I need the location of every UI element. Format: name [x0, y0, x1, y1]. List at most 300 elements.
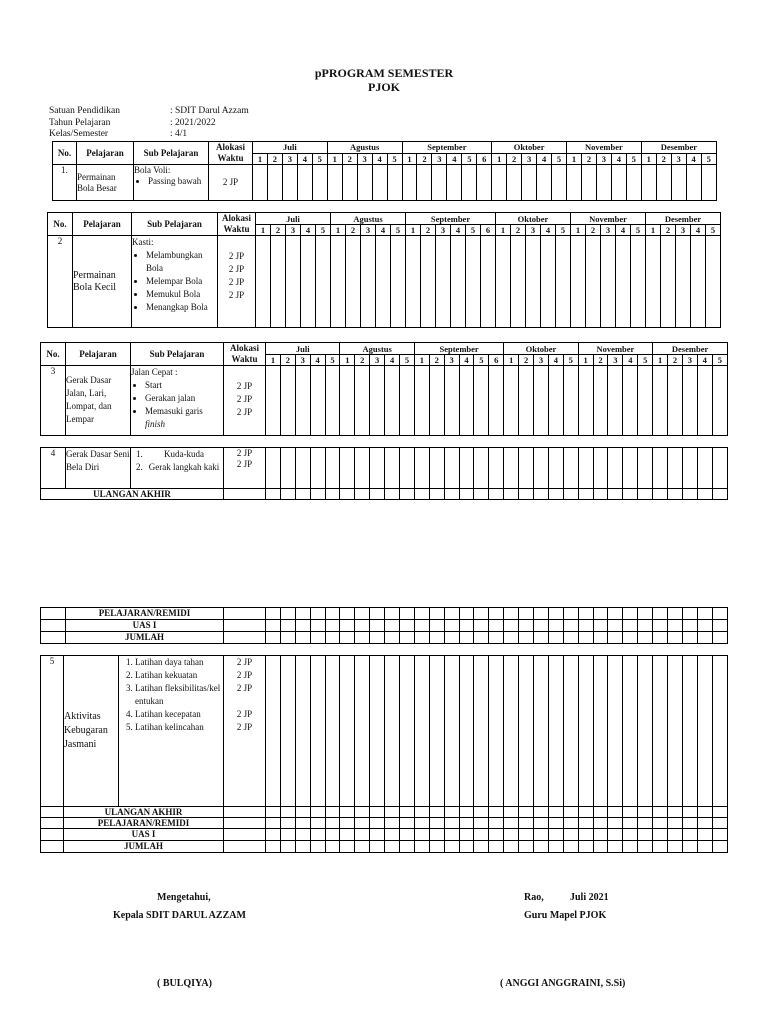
header-sub-pelajaran: Sub Pelajaran [132, 213, 218, 236]
week-number: 6 [489, 355, 504, 366]
week-cell [638, 489, 653, 500]
week-cell [370, 448, 385, 489]
week-cell [376, 236, 391, 328]
week-cell [548, 818, 563, 829]
week-cell [489, 818, 504, 829]
month-oktober: Oktober [504, 343, 578, 355]
week-cell [697, 807, 712, 818]
week-cell [668, 632, 683, 644]
week-number: 2 [421, 225, 436, 236]
week-cell [459, 620, 474, 632]
week-cell [668, 829, 683, 841]
week-cell [355, 448, 370, 489]
week-cell [638, 818, 653, 829]
week-cell [385, 829, 400, 841]
week-cell [504, 841, 519, 853]
week-cell [504, 608, 519, 620]
week-cell [504, 366, 519, 436]
week-cell [340, 608, 355, 620]
week-cell [504, 620, 519, 632]
week-cell [271, 236, 286, 328]
row-no: 5 [41, 656, 64, 807]
week-cell [385, 807, 400, 818]
week-cell [370, 620, 385, 632]
header-no: No. [53, 142, 77, 165]
week-number: 1 [266, 355, 281, 366]
week-cell [325, 448, 340, 489]
row-sub-pelajaran: 1. Latihan daya tahan 2. Latihan kekuatan 3. Latihan fleksibilitas/kelentukan 4. Latihan kecepatan 5. Latihan kelincahan [119, 656, 224, 807]
row-no: 4 [41, 448, 66, 489]
week-number: 3 [601, 225, 616, 236]
week-cell [370, 632, 385, 644]
week-cell [623, 366, 638, 436]
sig-right-date: Juli 2021 [570, 892, 609, 903]
week-cell [295, 818, 310, 829]
week-cell [578, 818, 593, 829]
week-cell [400, 489, 415, 500]
week-cell [340, 829, 355, 841]
week-cell [355, 620, 370, 632]
week-cell [266, 620, 281, 632]
week-cell [563, 366, 578, 436]
week-cell [519, 489, 534, 500]
jumlah-label: JUMLAH [66, 632, 224, 644]
week-cell [295, 620, 310, 632]
week-cell [489, 632, 504, 644]
header-pelajaran: Pelajaran [73, 213, 132, 236]
header-sub-pelajaran: Sub Pelajaran [131, 343, 224, 366]
week-cell [671, 165, 686, 201]
week-cell [436, 236, 451, 328]
week-cell [400, 656, 415, 807]
week-number: 3 [436, 225, 451, 236]
week-cell [346, 236, 361, 328]
week-number: 4 [297, 153, 312, 165]
week-cell [548, 807, 563, 818]
week-cell [400, 818, 415, 829]
week-cell [608, 448, 623, 489]
week-cell [646, 236, 661, 328]
week-cell [459, 632, 474, 644]
week-cell [668, 366, 683, 436]
week-cell [548, 632, 563, 644]
week-cell [522, 165, 537, 201]
week-cell [474, 829, 489, 841]
week-cell [556, 236, 571, 328]
week-cell [623, 620, 638, 632]
week-cell [280, 807, 295, 818]
week-cell [578, 656, 593, 807]
week-cell [534, 366, 549, 436]
week-cell [489, 448, 504, 489]
week-cell [608, 818, 623, 829]
week-cell [340, 818, 355, 829]
week-cell [712, 818, 727, 829]
week-cell [712, 656, 727, 807]
week-cell [325, 632, 340, 644]
week-cell [668, 807, 683, 818]
week-cell [256, 236, 271, 328]
week-cell [385, 818, 400, 829]
week-number: 4 [372, 153, 387, 165]
week-cell [611, 165, 626, 201]
week-cell [507, 165, 522, 201]
sig-right-place: Rao, [524, 892, 544, 903]
week-cell [712, 620, 727, 632]
week-cell [355, 656, 370, 807]
week-cell [697, 818, 712, 829]
ulangan-akhir-label: ULANGAN AKHIR [41, 489, 224, 500]
week-cell [444, 818, 459, 829]
week-cell [682, 818, 697, 829]
sig-left-name: ( BULQIYA) [157, 978, 212, 989]
week-number: 4 [686, 153, 701, 165]
week-cell [578, 608, 593, 620]
week-cell [623, 448, 638, 489]
row-alokasi: 2 JP 2 JP [224, 448, 266, 489]
week-cell [310, 608, 325, 620]
week-cell [623, 818, 638, 829]
week-number: 3 [357, 153, 372, 165]
week-cell [301, 236, 316, 328]
week-cell [355, 829, 370, 841]
week-cell [712, 608, 727, 620]
week-cell [474, 632, 489, 644]
week-cell [563, 632, 578, 644]
week-cell [429, 608, 444, 620]
week-number: 3 [671, 153, 686, 165]
schedule-table-5 [40, 655, 728, 853]
week-cell [534, 448, 549, 489]
week-cell [325, 608, 340, 620]
week-number: 1 [406, 225, 421, 236]
pelajaran-remidi-label: PELAJARAN/REMIDI [66, 608, 224, 620]
sig-left-line2: Kepala SDIT DARUL AZZAM [113, 910, 246, 921]
week-cell [310, 632, 325, 644]
week-cell [668, 608, 683, 620]
week-number: 5 [462, 153, 477, 165]
week-cell [355, 608, 370, 620]
week-cell [447, 165, 462, 201]
week-cell [340, 366, 355, 436]
week-number: 3 [522, 153, 537, 165]
week-cell [280, 829, 295, 841]
week-cell [563, 807, 578, 818]
info-kelas: Kelas/Semester : 4/1 [49, 129, 188, 139]
week-cell [355, 489, 370, 500]
week-cell [682, 829, 697, 841]
week-cell [541, 236, 556, 328]
week-cell [385, 608, 400, 620]
week-cell [459, 489, 474, 500]
week-cell [534, 841, 549, 853]
week-cell [712, 807, 727, 818]
week-cell [593, 608, 608, 620]
week-cell [626, 165, 641, 201]
week-number: 4 [385, 355, 400, 366]
week-cell [682, 620, 697, 632]
week-number: 2 [661, 225, 676, 236]
month-desember: Desember [646, 213, 721, 225]
week-number: 1 [414, 355, 429, 366]
week-cell [400, 807, 415, 818]
week-cell [682, 489, 697, 500]
week-cell [548, 620, 563, 632]
week-cell [504, 656, 519, 807]
week-cell [578, 366, 593, 436]
week-cell [370, 608, 385, 620]
week-cell [267, 165, 282, 201]
week-cell [593, 489, 608, 500]
week-cell [444, 366, 459, 436]
week-cell [489, 807, 504, 818]
week-cell [325, 620, 340, 632]
week-cell [280, 632, 295, 644]
week-number: 5 [563, 355, 578, 366]
week-cell [355, 366, 370, 436]
week-cell [325, 841, 340, 853]
week-number: 4 [376, 225, 391, 236]
week-cell [653, 818, 668, 829]
week-cell [459, 807, 474, 818]
week-cell [340, 620, 355, 632]
week-cell [548, 656, 563, 807]
week-cell [504, 829, 519, 841]
week-cell [638, 829, 653, 841]
week-cell [406, 236, 421, 328]
week-cell [567, 165, 582, 201]
week-cell [653, 829, 668, 841]
week-cell [608, 829, 623, 841]
week-cell [492, 165, 507, 201]
week-cell [682, 608, 697, 620]
month-desember: Desember [641, 142, 716, 154]
week-cell [414, 448, 429, 489]
week-cell [474, 448, 489, 489]
week-cell [563, 829, 578, 841]
week-cell [310, 620, 325, 632]
week-cell [682, 807, 697, 818]
week-cell [623, 807, 638, 818]
week-cell [682, 632, 697, 644]
header-pelajaran: Pelajaran [66, 343, 131, 366]
info-tahun: Tahun Pelajaran : 2021/2022 [49, 118, 216, 128]
week-cell [578, 807, 593, 818]
week-cell [712, 829, 727, 841]
week-cell [451, 236, 466, 328]
schedule-table-3 [40, 342, 728, 500]
month-september: September [406, 213, 496, 225]
week-cell [581, 165, 596, 201]
week-number: 1 [571, 225, 586, 236]
week-cell [548, 489, 563, 500]
week-cell [608, 807, 623, 818]
week-cell [638, 841, 653, 853]
week-cell [668, 841, 683, 853]
week-cell [489, 489, 504, 500]
week-cell [537, 165, 552, 201]
week-cell [489, 608, 504, 620]
week-cell [280, 608, 295, 620]
week-cell [534, 818, 549, 829]
week-cell [474, 366, 489, 436]
row-alokasi: 2 JP 2 JP 2 JP [224, 366, 266, 436]
week-cell [697, 632, 712, 644]
week-cell [578, 829, 593, 841]
week-cell [340, 632, 355, 644]
week-cell [623, 632, 638, 644]
week-number: 2 [519, 355, 534, 366]
week-number: 3 [432, 153, 447, 165]
week-cell [519, 366, 534, 436]
week-cell [459, 448, 474, 489]
week-cell [432, 165, 447, 201]
week-cell [519, 656, 534, 807]
week-number: 5 [626, 153, 641, 165]
week-cell [548, 829, 563, 841]
week-number: 2 [342, 153, 357, 165]
week-cell [340, 807, 355, 818]
week-cell [295, 656, 310, 807]
week-cell [417, 165, 432, 201]
week-cell [641, 165, 656, 201]
week-cell [489, 366, 504, 436]
week-cell [578, 489, 593, 500]
month-september: September [414, 343, 503, 355]
week-cell [253, 165, 268, 201]
week-cell [623, 608, 638, 620]
week-cell [280, 818, 295, 829]
week-cell [653, 620, 668, 632]
week-cell [593, 632, 608, 644]
week-cell [563, 489, 578, 500]
week-cell [548, 841, 563, 853]
week-cell [653, 448, 668, 489]
week-cell [504, 448, 519, 489]
week-number: 5 [706, 225, 721, 236]
week-cell [444, 448, 459, 489]
week-cell [682, 656, 697, 807]
week-cell [697, 656, 712, 807]
week-cell [534, 632, 549, 644]
week-cell [310, 829, 325, 841]
week-cell [459, 366, 474, 436]
week-cell [340, 448, 355, 489]
week-cell [466, 236, 481, 328]
week-cell [593, 829, 608, 841]
week-cell [310, 807, 325, 818]
sig-left-line1: Mengetahui, [157, 892, 211, 903]
week-cell [519, 632, 534, 644]
week-cell [444, 620, 459, 632]
week-cell [385, 841, 400, 853]
week-cell [282, 165, 297, 201]
week-cell [676, 236, 691, 328]
week-cell [563, 620, 578, 632]
week-cell [414, 818, 429, 829]
week-cell [496, 236, 511, 328]
week-number: 1 [496, 225, 511, 236]
week-cell [361, 236, 376, 328]
week-cell [563, 818, 578, 829]
week-cell [429, 632, 444, 644]
week-cell [459, 656, 474, 807]
row-alokasi: 2 JP [209, 165, 253, 201]
week-number: 5 [552, 153, 567, 165]
header-pelajaran: Pelajaran [77, 142, 134, 165]
row-sub-pelajaran: Kasti: • Melambungkan Bola • Melempar Bola • Memukul Bola • Menangkap Bola [132, 236, 218, 328]
month-oktober: Oktober [492, 142, 567, 154]
week-number: 3 [534, 355, 549, 366]
week-cell [286, 236, 301, 328]
week-cell [682, 366, 697, 436]
week-cell [477, 165, 492, 201]
week-cell [519, 818, 534, 829]
week-number: 2 [429, 355, 444, 366]
week-number: 2 [267, 153, 282, 165]
week-cell [534, 656, 549, 807]
week-cell [316, 236, 331, 328]
week-cell [519, 829, 534, 841]
header-alokasi: Alokasi Waktu [218, 213, 256, 236]
week-cell [325, 807, 340, 818]
week-number: 4 [541, 225, 556, 236]
week-cell [701, 165, 716, 201]
week-number: 1 [340, 355, 355, 366]
week-cell [370, 841, 385, 853]
week-number: 2 [586, 225, 601, 236]
week-number: 6 [481, 225, 496, 236]
week-cell [385, 656, 400, 807]
week-cell [563, 656, 578, 807]
week-cell [697, 489, 712, 500]
week-cell [414, 829, 429, 841]
week-cell [400, 608, 415, 620]
week-cell [623, 829, 638, 841]
week-cell [429, 818, 444, 829]
week-cell [429, 489, 444, 500]
row-sub-pelajaran: Bola Voli: • Passing bawah [134, 165, 209, 201]
week-number: 4 [697, 355, 712, 366]
week-cell [519, 807, 534, 818]
week-cell [372, 165, 387, 201]
week-number: 5 [316, 225, 331, 236]
week-cell [593, 841, 608, 853]
week-cell [489, 841, 504, 853]
week-cell [312, 165, 327, 201]
week-number: 3 [370, 355, 385, 366]
week-number: 2 [668, 355, 683, 366]
week-number: 5 [474, 355, 489, 366]
week-cell [325, 829, 340, 841]
week-cell [421, 236, 436, 328]
week-cell [706, 236, 721, 328]
week-number: 1 [653, 355, 668, 366]
week-cell [519, 608, 534, 620]
week-cell [387, 165, 402, 201]
month-oktober: Oktober [496, 213, 571, 225]
week-cell [653, 841, 668, 853]
week-number: 1 [492, 153, 507, 165]
week-cell [385, 620, 400, 632]
week-number: 1 [578, 355, 593, 366]
row-pelajaran: Gerak Dasar Seni Bela Diri [66, 448, 131, 489]
row-sub-pelajaran: Jalan Cepat : • Start • Gerakan jalan • Memasuki garis finish [131, 366, 224, 436]
week-cell [548, 448, 563, 489]
week-number: 6 [477, 153, 492, 165]
week-cell [668, 818, 683, 829]
week-cell [489, 620, 504, 632]
